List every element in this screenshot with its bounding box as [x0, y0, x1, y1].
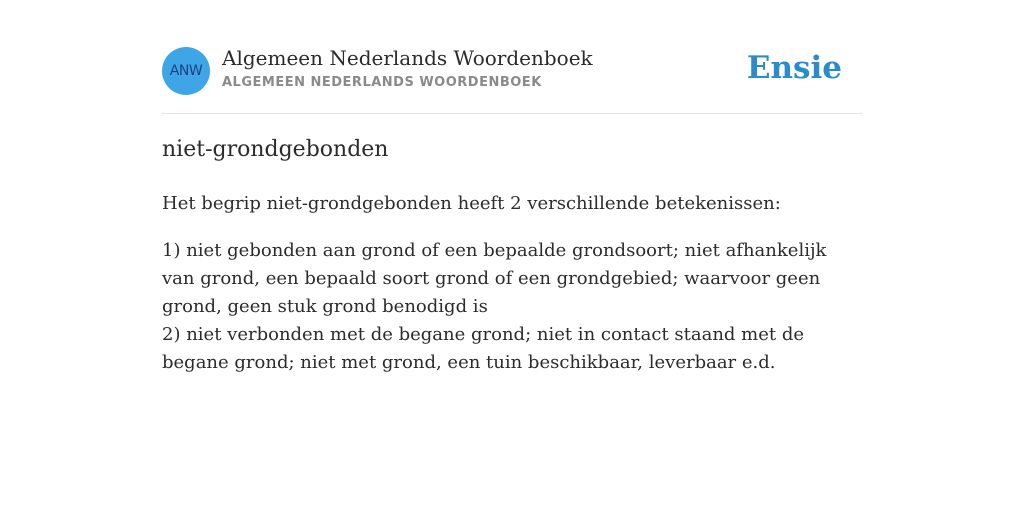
site-title[interactable]: Algemeen Nederlands Woordenboek [222, 46, 593, 70]
meanings-list [162, 237, 862, 377]
anw-logo[interactable]: ANW [162, 47, 210, 95]
header-divider [162, 113, 862, 114]
entry-intro: Het begrip niet-grondgebonden heeft 2 verschillende betekenissen: [162, 193, 781, 214]
ensie-brand-link[interactable]: Ensie [746, 50, 842, 86]
meaning-item: 1) niet gebonden aan grond of een bepaalde grondsoort; niet afhankelijk van grond, een bepaald soort grond of een grondgebied; waarvoor geen grond, geen stuk grond benodigd is [162, 240, 827, 317]
header [162, 46, 862, 96]
meaning-item: 2) niet verbonden met de begane grond; niet in contact staand met de begane grond; niet met grond, een tuin beschikbaar, leverbaar e.d. [162, 324, 805, 373]
entry-word: niet-grondgebonden [162, 137, 389, 162]
site-subtitle: ALGEMEEN NEDERLANDS WOORDENBOEK [222, 75, 542, 90]
